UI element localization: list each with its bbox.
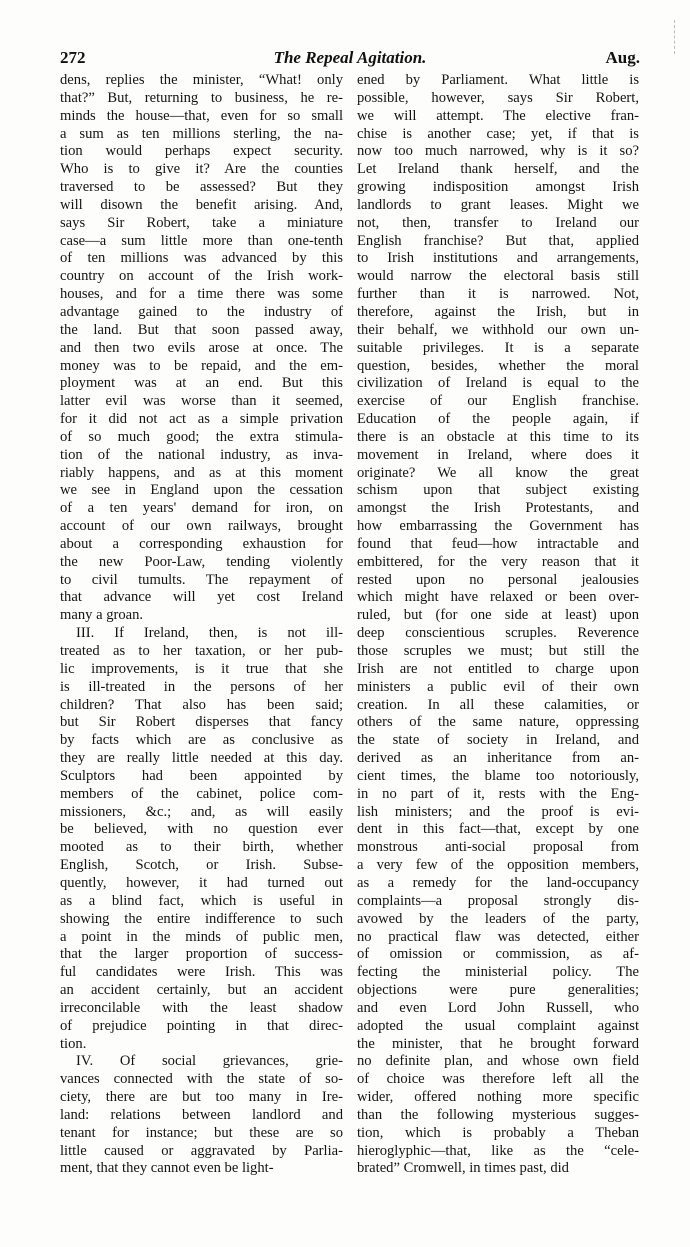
- text-line: about a corresponding exhaustion for: [60, 535, 343, 552]
- text-line: irreconcilable with the least shadow: [60, 999, 343, 1016]
- text-line: we will attempt. The elective fran-: [357, 107, 639, 124]
- text-line: the state of society in Ireland, and: [357, 732, 639, 749]
- text-line: account of our own railways, brought: [60, 518, 343, 535]
- text-line: in no part of it, rests with the Eng-: [357, 785, 639, 802]
- text-line: as a blind fact, which is useful in: [60, 892, 343, 909]
- text-line: as a remedy for the land-occupancy: [357, 874, 639, 891]
- text-line: their behalf, we withhold our own un-: [357, 321, 639, 338]
- text-line: tion.: [60, 1035, 87, 1052]
- text-line: therefore, against the Irish, but in: [357, 303, 639, 320]
- text-line: lish ministers; and the proof is evi-: [357, 803, 639, 820]
- text-line: many a groan.: [60, 607, 144, 624]
- text-line: treated as to her taxation, or her pub-: [60, 643, 343, 659]
- text-line: avowed by the leaders of the party,: [357, 910, 639, 927]
- text-line: a very few of the opposition members,: [357, 857, 639, 874]
- text-line: creation. In all these calamities, or: [357, 696, 639, 713]
- text-line: originate? We all know the great: [357, 464, 639, 481]
- text-line: latter evil was worse than it seemed,: [60, 393, 343, 410]
- text-line: no practical flaw was detected, either: [357, 928, 639, 945]
- text-line: tion, which is probably a Theban: [357, 1124, 639, 1141]
- text-line: which might have relaxed or been over-: [357, 589, 639, 606]
- text-line: suitable privileges. It is a separate: [357, 339, 639, 356]
- text-line: ministers a public evil of their own: [357, 678, 639, 695]
- text-line: rested upon no personal jealousies: [357, 571, 639, 588]
- text-line: will disown the benefit arising. And,: [60, 196, 343, 213]
- text-line: landlords to grant leases. Might we: [357, 196, 639, 213]
- text-line: embittered, for the very reason that it: [357, 553, 639, 570]
- text-line: be believed, with no question ever: [60, 821, 343, 838]
- text-line: that advance will yet cost Ireland: [60, 589, 343, 606]
- text-line: would narrow the electoral basis still: [357, 268, 639, 285]
- text-line: dens, replies the minister, “What! only: [60, 72, 343, 88]
- text-line: ruled, but (for one side at least) upon: [357, 607, 639, 624]
- left-text-column: [60, 72, 343, 1178]
- text-line: brated” Cromwell, in times past, did: [357, 1160, 569, 1177]
- text-line: cient times, the blame too notoriously,: [357, 767, 639, 784]
- text-line: for it did not act as a simple privation: [60, 411, 343, 428]
- text-line: Sculptors had been appointed by: [60, 767, 343, 784]
- header-month: Aug.: [605, 48, 640, 67]
- text-line: English franchise? But that, applied: [357, 232, 639, 249]
- text-line: a sum as ten millions sterling, the na-: [60, 125, 343, 142]
- text-line: IV. Of social grievances, grie-: [76, 1053, 343, 1070]
- text-line: ment, that they cannot even be light-: [60, 1160, 274, 1177]
- text-line: tenant for instance; but these are so: [60, 1124, 343, 1141]
- text-line: ened by Parliament. What little is: [357, 72, 639, 88]
- text-line: those scruples we must; but still the: [357, 643, 639, 659]
- text-line: hieroglyphic—that, like as the “cele-: [357, 1142, 639, 1159]
- text-line: monstrous anti-social proposal from: [357, 839, 639, 856]
- right-text-column: [357, 72, 639, 1178]
- text-line: missioners, &c.; and, as will easily: [60, 803, 343, 820]
- text-line: vances connected with the state of so-: [60, 1071, 343, 1088]
- text-line: than the following mysterious sugges-: [357, 1106, 639, 1123]
- text-line: growing indisposition amongst Irish: [357, 179, 639, 196]
- text-line: the minister, that he brought forward: [357, 1035, 639, 1052]
- text-line: money was to be repaid, and the em-: [60, 357, 343, 374]
- text-line: the land. But that soon passed away,: [60, 321, 343, 338]
- text-line: further than it is narrowed. Not,: [357, 286, 639, 303]
- text-line: that?” But, returning to business, he re-: [60, 89, 343, 106]
- text-line: the new Poor-Law, tending violently: [60, 553, 343, 570]
- text-line: lic improvements, is it true that she: [60, 660, 343, 677]
- text-line: to civil tumults. The repayment of: [60, 571, 343, 588]
- text-line: children? That also has been said;: [60, 696, 343, 713]
- text-line: ful candidates were Irish. This was: [60, 964, 343, 981]
- text-line: quently, however, it had turned out: [60, 874, 343, 891]
- text-line: of ten millions was advanced by this: [60, 250, 343, 267]
- text-line: ployment was at an end. But this: [60, 375, 343, 392]
- margin-mark: [674, 20, 676, 54]
- text-line: schism upon that subject existing: [357, 482, 639, 499]
- text-line: of prejudice pointing in that direc-: [60, 1017, 343, 1034]
- text-line: a point in the minds of public men,: [60, 928, 343, 945]
- text-line: there is an obstacle at this time to its: [357, 428, 639, 445]
- text-line: III. If Ireland, then, is not ill-: [76, 625, 343, 642]
- text-line: and even Lord John Russell, who: [357, 999, 639, 1016]
- text-line: of choice was therefore left all the: [357, 1071, 639, 1088]
- text-line: deep conscientious scruples. Reverence: [357, 625, 639, 642]
- text-line: country on account of the Irish work-: [60, 268, 343, 285]
- text-line: is ill-treated in the persons of her: [60, 678, 343, 695]
- text-line: they are really little needed at this day.: [60, 750, 343, 767]
- text-line: wider, offered nothing more specific: [357, 1089, 639, 1106]
- text-line: found that feud—how intractable and: [357, 535, 639, 552]
- text-line: case—a sum little more than one-tenth: [60, 232, 343, 249]
- text-line: of a ten years' demand for iron, on: [60, 500, 343, 517]
- text-line: tion would perhaps expect security.: [60, 143, 343, 160]
- text-line: mooted as to their birth, whether: [60, 839, 343, 856]
- text-line: we see in England upon the cessation: [60, 482, 343, 499]
- text-line: advantage gained to the industry of: [60, 303, 343, 320]
- text-line: ciety, there are but too many in Ire-: [60, 1089, 343, 1106]
- running-header: [60, 48, 640, 70]
- text-line: chise is another case; yet, if that is: [357, 125, 639, 142]
- text-line: others of the same nature, oppressing: [357, 714, 639, 731]
- text-line: amongst the Irish Protestants, and: [357, 500, 639, 517]
- text-line: traversed to be assessed? But they: [60, 179, 343, 196]
- text-line: an accident certainly, but an accident: [60, 982, 343, 999]
- text-line: Who is to give it? Are the counties: [60, 161, 343, 178]
- text-line: fecting the ministerial policy. The: [357, 964, 639, 981]
- text-line: but Sir Robert disperses that fancy: [60, 714, 343, 731]
- text-line: riably happens, and as at this moment: [60, 464, 343, 481]
- text-line: movement in Ireland, where does it: [357, 446, 639, 463]
- text-line: no definite plan, and whose own field: [357, 1053, 639, 1070]
- text-line: civilization of Ireland is equal to the: [357, 375, 639, 392]
- text-line: of omission or commission, as af-: [357, 946, 639, 963]
- text-line: says Sir Robert, take a miniature: [60, 214, 343, 231]
- text-line: houses, and for a time there was some: [60, 286, 343, 303]
- text-line: objections were pure generalities;: [357, 982, 639, 999]
- text-line: by facts which are as conclusive as: [60, 732, 343, 749]
- text-line: of so much good; the extra stimula-: [60, 428, 343, 445]
- page-number: 272: [60, 48, 86, 67]
- text-line: Education of the people again, if: [357, 411, 639, 428]
- text-line: and then two evils arose at once. The: [60, 339, 343, 356]
- text-line: little caused or aggravated by Parlia-: [60, 1142, 343, 1159]
- text-line: how embarrassing the Government has: [357, 518, 639, 535]
- text-line: to Irish institutions and arrangements,: [357, 250, 639, 267]
- text-line: now too much narrowed, why is it so?: [357, 143, 639, 160]
- text-line: Irish are not entitled to charge upon: [357, 660, 639, 677]
- text-line: Let Ireland thank herself, and the: [357, 161, 639, 178]
- text-line: showing the entire indifference to such: [60, 910, 343, 927]
- text-line: not, then, transfer to Ireland our: [357, 214, 639, 231]
- text-line: question, besides, whether the moral: [357, 357, 639, 374]
- text-line: minds the house—that, even for so small: [60, 107, 343, 124]
- text-line: tion of the national industry, as inva-: [60, 446, 343, 463]
- running-title: The Repeal Agitation.: [273, 48, 427, 67]
- text-line: derived as an inheritance from an-: [357, 750, 639, 767]
- text-line: English, Scotch, or Irish. Subse-: [60, 857, 343, 874]
- text-line: complaints—a proposal strongly dis-: [357, 892, 639, 909]
- text-line: adopted the usual complaint against: [357, 1017, 639, 1034]
- text-line: that the larger proportion of success-: [60, 946, 343, 963]
- text-line: exercise of our English franchise.: [357, 393, 639, 410]
- text-line: dent in this fact—that, except by one: [357, 821, 639, 838]
- text-line: possible, however, says Sir Robert,: [357, 89, 639, 106]
- text-line: members of the cabinet, police com-: [60, 785, 343, 802]
- text-line: land: relations between landlord and: [60, 1106, 343, 1123]
